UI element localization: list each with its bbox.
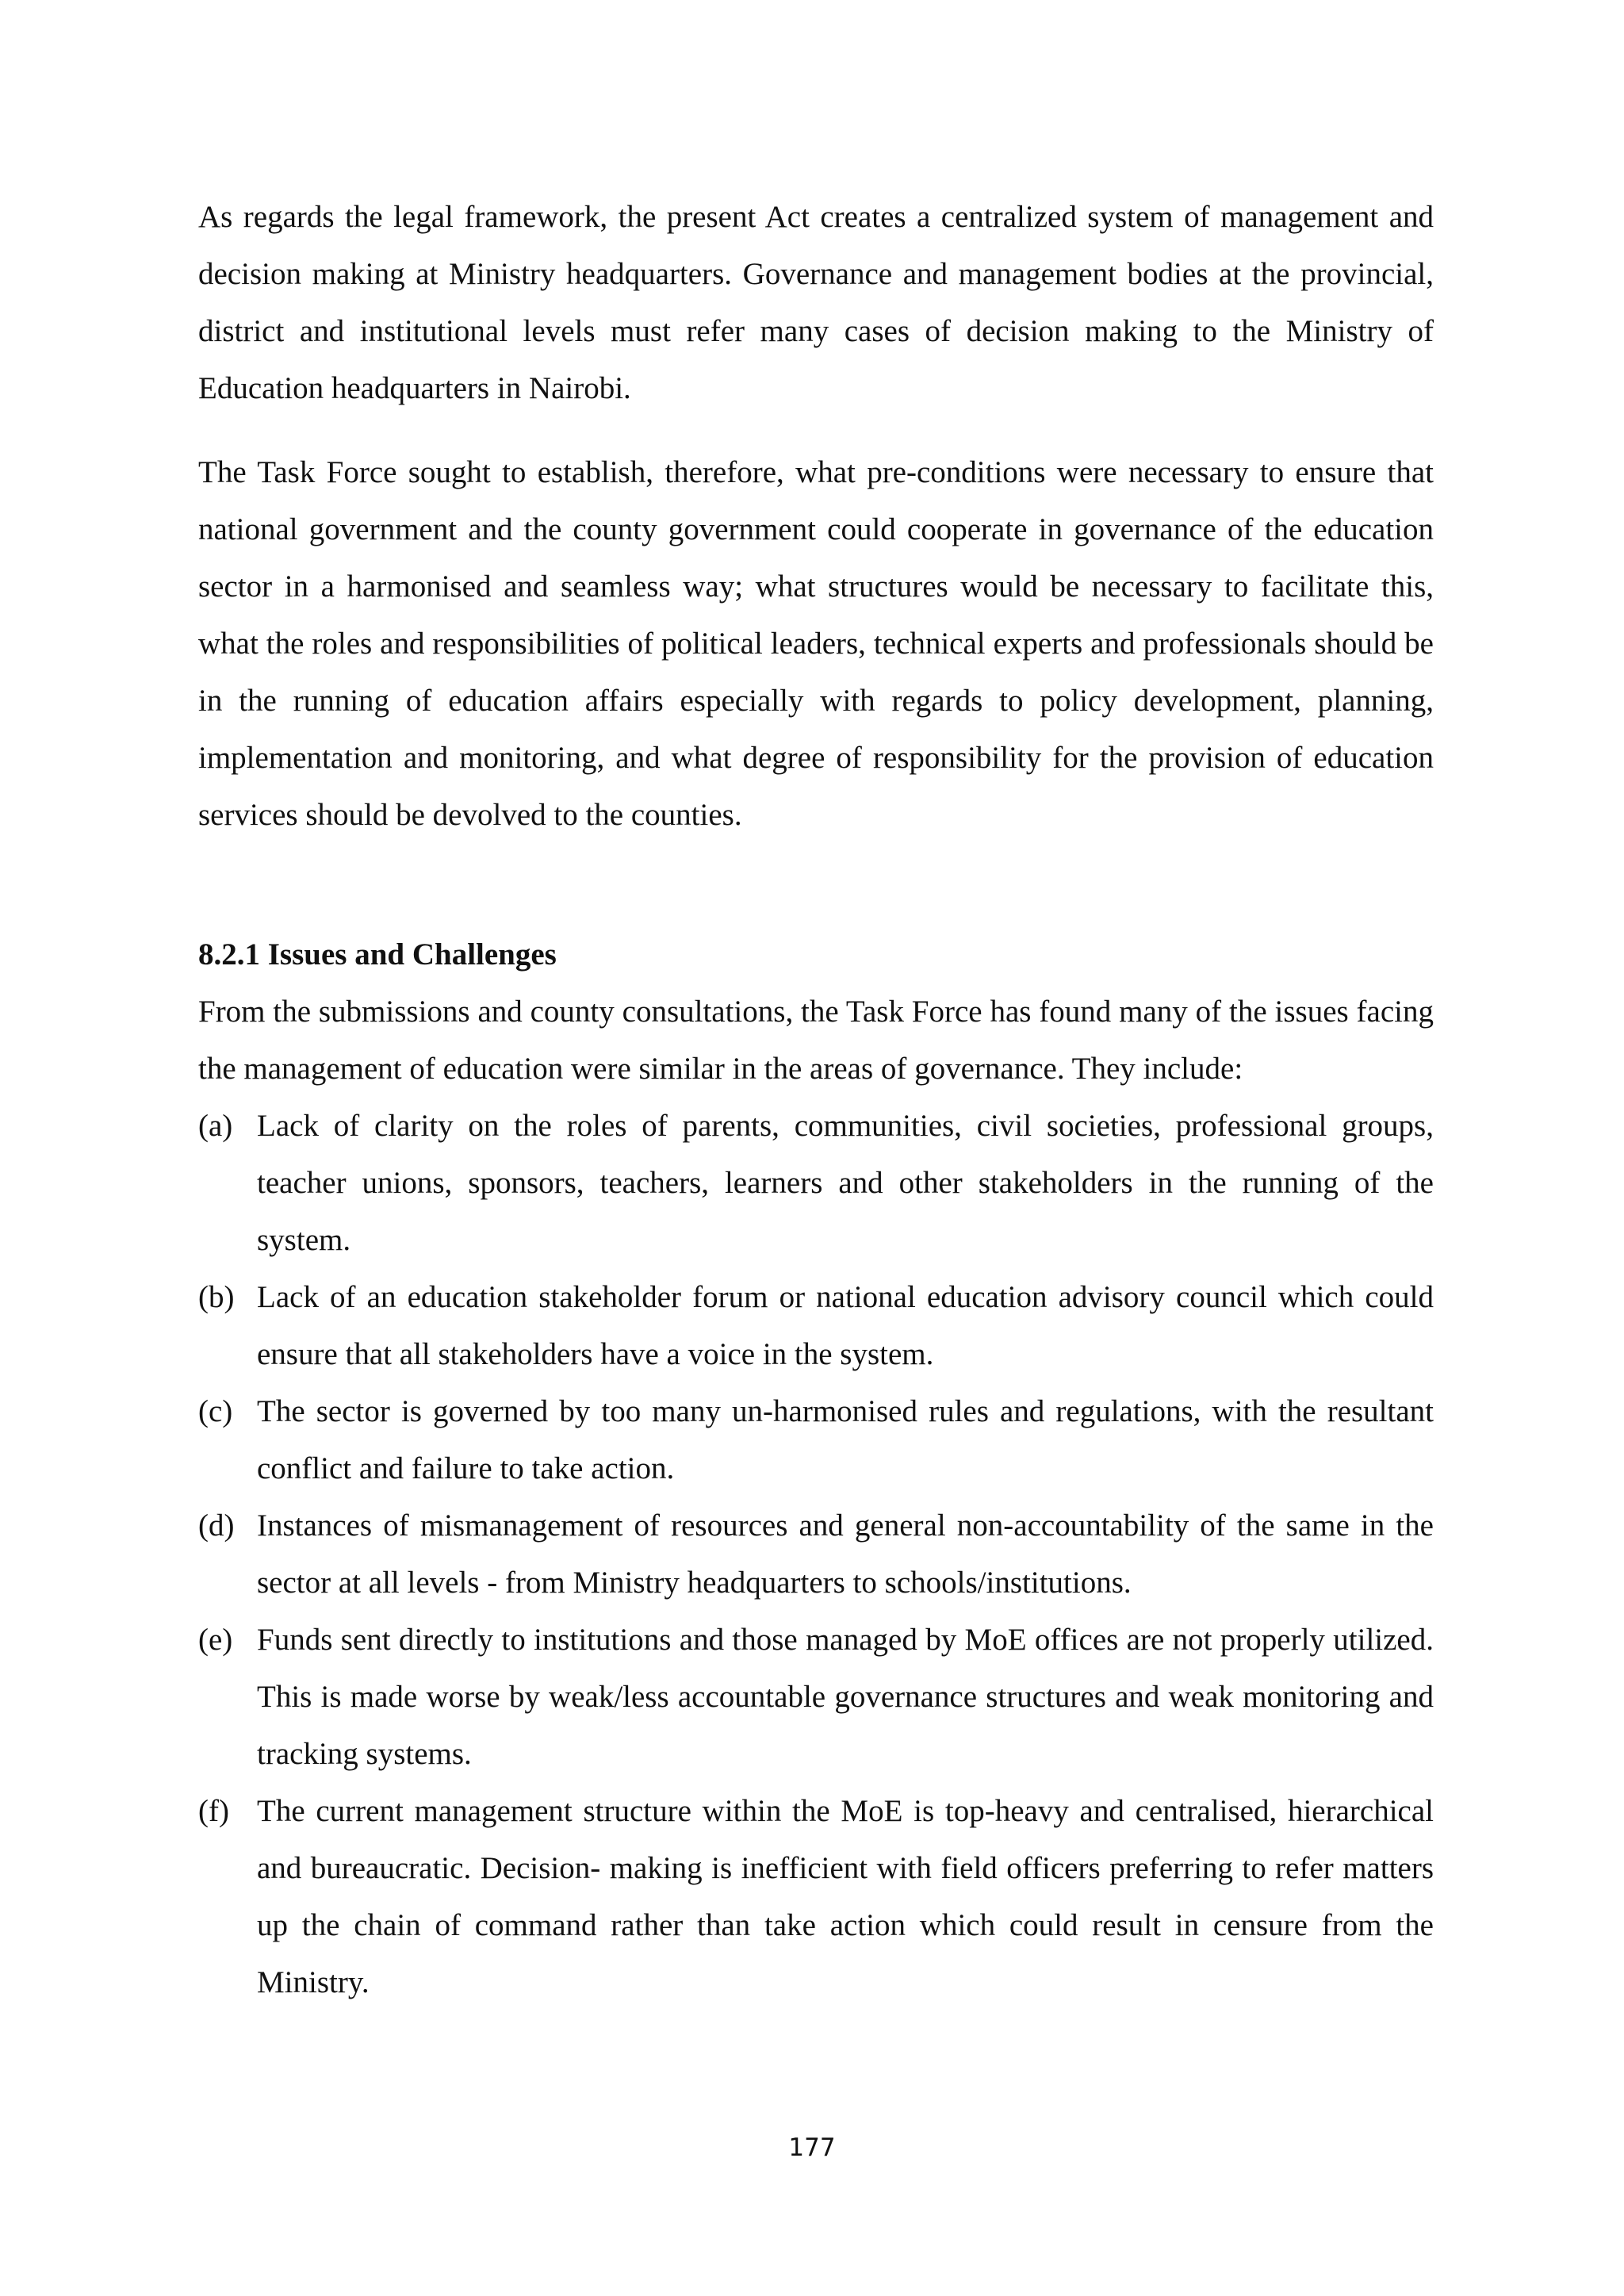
document-page [198, 189, 1434, 2011]
list-marker: (f) [198, 1794, 229, 1828]
page-number: 177 [788, 2133, 836, 2162]
paragraph-legal-framework: As regards the legal framework, the present Act creates a centralized system of management and decision making at Ministry headquarters. Governance and management bodies at the provincial, district and institutional levels must refer many cases of decision making to the Ministry of Education headquarters in Nairobi. [198, 200, 1434, 405]
list-item-text: Instances of mismanagement of resources and general non-accountability of the same in the sector at all levels - from Ministry headquarters to schools/institutions. [257, 1508, 1434, 1600]
list-item [198, 1269, 1434, 1383]
list-item [198, 1383, 1434, 1497]
list-item-text: Lack of clarity on the roles of parents, communities, civil societies, professional groups, teacher unions, sponsors, teachers, learners and other stakeholders in the running of the system. [257, 1109, 1434, 1257]
list-item [198, 1497, 1434, 1612]
list-item-text: Funds sent directly to institutions and those managed by MoE offices are not properly utilized. This is made worse by weak/less accountable governance structures and weak monitoring and tracking systems. [257, 1623, 1434, 1771]
list-marker: (e) [198, 1623, 233, 1657]
section-intro: From the submissions and county consultations, the Task Force has found many of the issues facing the management of education were similar in the areas of governance. They include: [198, 995, 1434, 1086]
list-item-text: The sector is governed by too many un-harmonised rules and regulations, with the resultant conflict and failure to take action. [257, 1394, 1434, 1485]
paragraph-task-force-preconditions: The Task Force sought to establish, therefore, what pre-conditions were necessary to ensure that national government and the county government could cooperate in governance of the education sector in a harmonised and seamless way; what structures would be necessary to facilitate this, what the roles and responsibilities of political leaders, technical experts and professionals should be in the running of education affairs especially with regards to policy development, planning, implementation and monitoring, and what degree of responsibility for the provision of education services should be devolved to the counties. [198, 455, 1434, 832]
list-item [198, 1098, 1434, 1269]
list-marker: (d) [198, 1508, 235, 1543]
section-heading: 8.2.1 Issues and Challenges [198, 937, 557, 972]
list-marker: (c) [198, 1394, 233, 1428]
list-item-text: Lack of an education stakeholder forum or national education advisory council which could ensure that all stakeholders have a voice in the system. [257, 1280, 1434, 1371]
list-marker: (a) [198, 1109, 233, 1143]
list-item [198, 1783, 1434, 2011]
list-marker: (b) [198, 1280, 235, 1314]
list-item [198, 1612, 1434, 1783]
issues-list [198, 1098, 1434, 2011]
list-item-text: The current management structure within the MoE is top-heavy and centralised, hierarchical and bureaucratic. Decision- making is inefficient with field officers preferring to refer matters up the chain of command rather than take action which could result in censure from the Ministry. [257, 1794, 1434, 1999]
